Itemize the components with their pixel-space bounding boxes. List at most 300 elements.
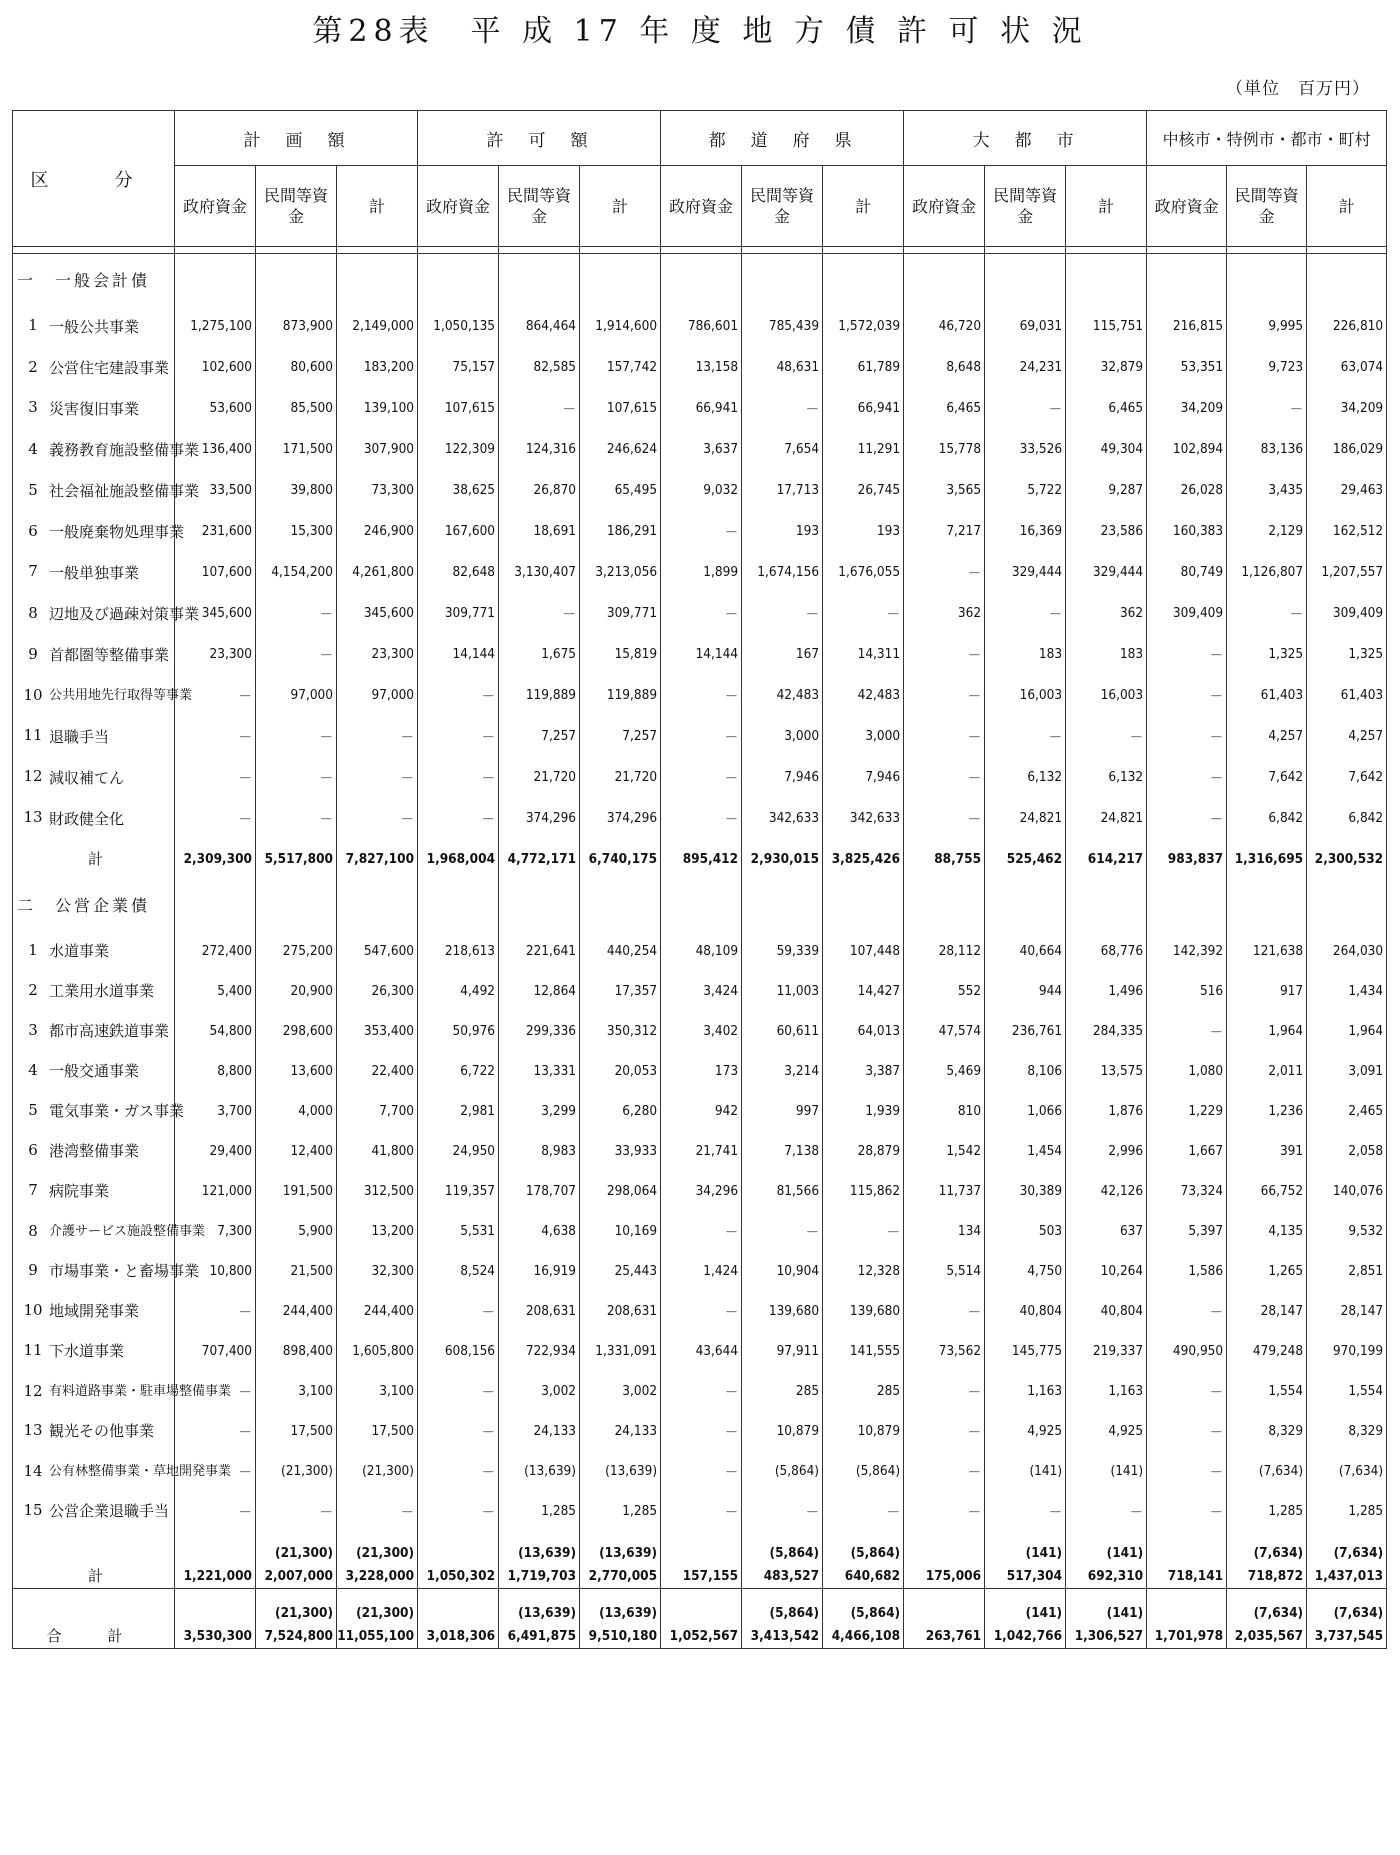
header-sub-private: 民間等資 金	[256, 166, 337, 247]
value-cell: 115,862	[823, 1171, 904, 1211]
header-sub-gov: 政府資金	[418, 166, 499, 247]
value-cell: 1,229	[1147, 1091, 1227, 1131]
value-cell: －	[823, 1491, 904, 1531]
value-cell: 12,328	[823, 1251, 904, 1291]
value-cell: 1,554	[1307, 1371, 1387, 1411]
value-cell: 2,058	[1307, 1131, 1387, 1171]
empty-cell	[661, 879, 742, 931]
value-cell: 24,133	[580, 1411, 661, 1451]
value-cell: 264,030	[1307, 931, 1387, 971]
value-cell: 193	[742, 511, 823, 552]
value-cell: 309,771	[418, 593, 499, 634]
value-cell: 173	[661, 1051, 742, 1091]
empty-cell	[337, 879, 418, 931]
row-number: 14	[23, 1461, 43, 1480]
grand-total-paren	[904, 1602, 981, 1625]
value-cell: 61,403	[1227, 675, 1307, 716]
row-name: 病院事業	[49, 1182, 110, 1200]
value-cell: 6,465	[904, 388, 985, 429]
value-cell: 134	[904, 1211, 985, 1251]
value-cell: 186,029	[1307, 429, 1387, 470]
value-cell: 1,325	[1307, 634, 1387, 675]
value-cell: 25,443	[580, 1251, 661, 1291]
value-cell: 1,899	[661, 552, 742, 593]
value-cell: 1,050,135	[418, 306, 499, 347]
row-name: 公営住宅建設事業	[49, 358, 170, 377]
value-cell: 298,064	[580, 1171, 661, 1211]
header-sub-total: 計	[1307, 166, 1387, 247]
value-cell: 1,676,055	[823, 552, 904, 593]
value-cell: 121,638	[1227, 931, 1307, 971]
value-cell: 32,300	[337, 1251, 418, 1291]
table-row	[13, 716, 1387, 757]
empty-cell	[1147, 879, 1227, 931]
value-cell: －	[337, 1491, 418, 1531]
row-number: 3	[28, 398, 38, 416]
empty-cell	[1307, 879, 1387, 931]
value-cell: 2,129	[1227, 511, 1307, 552]
value-cell: 285	[823, 1371, 904, 1411]
subtotal-value: 517,304	[1006, 1568, 1063, 1584]
value-cell: 43,644	[661, 1331, 742, 1371]
row-label	[13, 634, 175, 675]
value-cell: 33,500	[175, 470, 256, 511]
value-cell: 26,870	[499, 470, 580, 511]
value-cell: 20,053	[580, 1051, 661, 1091]
grand-total-cell	[418, 1589, 499, 1649]
value-cell: 48,109	[661, 931, 742, 971]
value-cell: －	[256, 798, 337, 839]
value-cell: 5,722	[985, 470, 1066, 511]
value-cell: 440,254	[580, 931, 661, 971]
value-cell: 2,465	[1307, 1091, 1387, 1131]
value-cell: 970,199	[1307, 1331, 1387, 1371]
value-cell: 1,964	[1227, 1011, 1307, 1051]
subtotal-row	[13, 1531, 1387, 1589]
row-number: 15	[23, 1501, 43, 1519]
value-cell: －	[256, 716, 337, 757]
value-cell: 66,941	[661, 388, 742, 429]
table-row	[13, 1491, 1387, 1531]
value-cell: 391	[1227, 1131, 1307, 1171]
row-label	[13, 675, 193, 716]
value-cell: 97,000	[256, 675, 337, 716]
value-cell: 47,574	[904, 1011, 985, 1051]
value-cell: －	[418, 1371, 499, 1411]
empty-cell	[1147, 254, 1227, 306]
value-cell: －	[904, 1291, 985, 1331]
value-cell: 49,304	[1066, 429, 1147, 470]
row-number: 6	[28, 521, 38, 540]
row-name: 一般単独事業	[49, 563, 140, 582]
subtotal-value: 2,007,000	[264, 1568, 333, 1584]
value-cell: －	[742, 1491, 823, 1531]
grand-total-value: 2,035,567	[1234, 1628, 1304, 1644]
section-title: 一 一般会計債	[13, 254, 175, 306]
table-row	[13, 931, 1387, 971]
row-number: 7	[28, 562, 38, 580]
row-name: 工業用水道事業	[49, 982, 155, 1000]
value-cell: 16,369	[985, 511, 1066, 552]
value-cell: 6,722	[418, 1051, 499, 1091]
subtotal-cell: 614,217	[1066, 839, 1147, 879]
value-cell: 208,631	[580, 1291, 661, 1331]
value-cell: 5,400	[175, 971, 256, 1011]
subtotal-cell: 525,462	[985, 839, 1066, 879]
subtotal-cell: 6,740,175	[580, 839, 661, 879]
value-cell: －	[985, 716, 1066, 757]
value-cell: 208,631	[499, 1291, 580, 1331]
empty-cell	[175, 254, 256, 306]
table-row	[13, 429, 1387, 470]
value-cell: 24,821	[985, 798, 1066, 839]
value-cell: 39,800	[256, 470, 337, 511]
value-cell: 26,300	[337, 971, 418, 1011]
header-sub-private: 民間等資 金	[499, 166, 580, 247]
value-cell: 4,925	[985, 1411, 1066, 1451]
value-cell: 28,112	[904, 931, 985, 971]
value-cell: 10,800	[175, 1251, 256, 1291]
value-cell: 61,403	[1307, 675, 1387, 716]
row-number: 9	[28, 644, 38, 663]
row-number: 7	[28, 1180, 38, 1199]
empty-cell	[1066, 254, 1147, 306]
value-cell: 236,761	[985, 1011, 1066, 1051]
value-cell: －	[1147, 1011, 1227, 1051]
value-cell: 329,444	[985, 552, 1066, 593]
value-cell: 1,674,156	[742, 552, 823, 593]
value-cell: 8,106	[985, 1051, 1066, 1091]
value-cell: 145,775	[985, 1331, 1066, 1371]
value-cell: 17,500	[256, 1411, 337, 1451]
value-cell: 17,713	[742, 470, 823, 511]
grand-total-cell	[175, 1589, 256, 1649]
grand-total-paren	[418, 1602, 495, 1625]
value-cell: 140,076	[1307, 1171, 1387, 1211]
subtotal-paren: (7,634)	[1253, 1545, 1304, 1561]
value-cell: 5,531	[418, 1211, 499, 1251]
value-cell: 6,132	[985, 757, 1066, 798]
value-cell: 1,163	[985, 1371, 1066, 1411]
value-cell: 8,800	[175, 1051, 256, 1091]
value-cell: 119,889	[580, 675, 661, 716]
value-cell: 24,231	[985, 347, 1066, 388]
value-cell: －	[175, 1451, 256, 1491]
value-cell: －	[661, 1291, 742, 1331]
grand-total-paren: (141)	[1025, 1605, 1063, 1621]
row-name: 義務教育施設整備事業	[49, 440, 200, 459]
subtotal-cell	[418, 1531, 499, 1589]
row-name: 地域開発事業	[49, 1302, 140, 1320]
value-cell: 4,261,800	[337, 552, 418, 593]
subtotal-value: 718,872	[1247, 1568, 1304, 1584]
value-cell: －	[175, 757, 256, 798]
value-cell: －	[1147, 634, 1227, 675]
subtotal-cell	[256, 1531, 337, 1589]
row-name: 都市高速鉄道事業	[49, 1022, 170, 1040]
subtotal-cell	[1227, 1531, 1307, 1589]
value-cell: 1,675	[499, 634, 580, 675]
value-cell: (13,639)	[580, 1451, 661, 1491]
header-kubun: 区 分	[13, 111, 175, 247]
subtotal-cell: 2,300,532	[1307, 839, 1387, 879]
grand-total-value: 263,761	[925, 1628, 982, 1644]
subtotal-paren: (21,300)	[275, 1545, 333, 1561]
value-cell: (7,634)	[1227, 1451, 1307, 1491]
value-cell: 226,810	[1307, 306, 1387, 347]
value-cell: 307,900	[337, 429, 418, 470]
empty-cell	[499, 879, 580, 931]
value-cell: 3,424	[661, 971, 742, 1011]
value-cell: 29,400	[175, 1131, 256, 1171]
value-cell: 4,925	[1066, 1411, 1147, 1451]
value-cell: 309,409	[1147, 593, 1227, 634]
header-sub-total: 計	[580, 166, 661, 247]
value-cell: 4,135	[1227, 1211, 1307, 1251]
value-cell: (21,300)	[337, 1451, 418, 1491]
table-row	[13, 1371, 1387, 1411]
value-cell: 50,976	[418, 1011, 499, 1051]
subtotal-cell: 983,837	[1147, 839, 1227, 879]
row-name: 有料道路事業・駐車場整備事業	[49, 1383, 232, 1399]
header-row-sub	[13, 166, 1387, 247]
value-cell: 374,296	[499, 798, 580, 839]
value-cell: －	[1147, 798, 1227, 839]
value-cell: 63,074	[1307, 347, 1387, 388]
header-sub-gov: 政府資金	[904, 166, 985, 247]
value-cell: 1,572,039	[823, 306, 904, 347]
value-cell: 13,331	[499, 1051, 580, 1091]
value-cell: 53,351	[1147, 347, 1227, 388]
value-cell: 1,667	[1147, 1131, 1227, 1171]
value-cell: 80,749	[1147, 552, 1227, 593]
subtotal-paren: (13,639)	[518, 1545, 577, 1561]
value-cell: 1,939	[823, 1091, 904, 1131]
value-cell: 53,600	[175, 388, 256, 429]
row-label	[13, 306, 175, 347]
row-label	[13, 1451, 232, 1491]
row-number: 2	[28, 357, 38, 376]
table-row	[13, 1291, 1387, 1331]
value-cell: 46,720	[904, 306, 985, 347]
subtotal-cell	[742, 1531, 823, 1589]
value-cell: 97,911	[742, 1331, 823, 1371]
value-cell: 231,600	[175, 511, 256, 552]
value-cell: (141)	[985, 1451, 1066, 1491]
subtotal-paren: (7,634)	[1333, 1545, 1384, 1561]
value-cell: 82,585	[499, 347, 580, 388]
value-cell: －	[904, 1371, 985, 1411]
value-cell: 285	[742, 1371, 823, 1411]
value-cell: 167	[742, 634, 823, 675]
value-cell: 4,638	[499, 1211, 580, 1251]
value-cell: 221,641	[499, 931, 580, 971]
subtotal-cell: 5,517,800	[256, 839, 337, 879]
header-sub-total: 計	[337, 166, 418, 247]
value-cell: －	[256, 593, 337, 634]
value-cell: 115,751	[1066, 306, 1147, 347]
value-cell: 40,804	[1066, 1291, 1147, 1331]
value-cell: 3,402	[661, 1011, 742, 1051]
grand-total-cell	[1147, 1589, 1227, 1649]
subtotal-label: 計	[13, 839, 175, 879]
value-cell: 15,819	[580, 634, 661, 675]
value-cell: －	[1227, 388, 1307, 429]
value-cell: 1,325	[1227, 634, 1307, 675]
header-group-prefecture: 都 道 府 県	[661, 111, 904, 166]
grand-total-paren	[661, 1602, 738, 1625]
value-cell: 218,613	[418, 931, 499, 971]
value-cell: 13,600	[256, 1051, 337, 1091]
grand-total-cell	[337, 1589, 418, 1649]
value-cell: －	[904, 757, 985, 798]
value-cell: 122,309	[418, 429, 499, 470]
value-cell: －	[1147, 1371, 1227, 1411]
value-cell: 7,257	[499, 716, 580, 757]
value-cell: 16,919	[499, 1251, 580, 1291]
grand-total-paren: (13,639)	[518, 1605, 577, 1621]
value-cell: 3,100	[337, 1371, 418, 1411]
value-cell: 24,133	[499, 1411, 580, 1451]
value-cell: 21,720	[499, 757, 580, 798]
value-cell: 3,000	[742, 716, 823, 757]
value-cell: 9,287	[1066, 470, 1147, 511]
grand-total-cell	[1066, 1589, 1147, 1649]
grand-total-value: 1,701,978	[1154, 1628, 1224, 1644]
subtotal-paren	[175, 1542, 252, 1565]
value-cell: 3,299	[499, 1091, 580, 1131]
value-cell: －	[904, 675, 985, 716]
empty-cell	[580, 254, 661, 306]
value-cell: 9,032	[661, 470, 742, 511]
value-cell: －	[661, 1211, 742, 1251]
value-cell: －	[175, 716, 256, 757]
grand-total-cell	[580, 1589, 661, 1649]
row-number: 4	[28, 1060, 38, 1079]
value-cell: 81,566	[742, 1171, 823, 1211]
subtotal-paren	[1147, 1542, 1223, 1565]
value-cell: 12,400	[256, 1131, 337, 1171]
value-cell: 24,821	[1066, 798, 1147, 839]
subtotal-value: 175,006	[925, 1568, 982, 1584]
value-cell: 18,691	[499, 511, 580, 552]
table-row	[13, 593, 1387, 634]
value-cell: 244,400	[337, 1291, 418, 1331]
value-cell: 707,400	[175, 1331, 256, 1371]
value-cell: 66,941	[823, 388, 904, 429]
value-cell: 75,157	[418, 347, 499, 388]
row-name: 市場事業・と畜場事業	[49, 1262, 200, 1280]
value-cell: －	[175, 1411, 256, 1451]
value-cell: 246,624	[580, 429, 661, 470]
value-cell: 107,615	[580, 388, 661, 429]
value-cell: 29,463	[1307, 470, 1387, 511]
value-cell: 15,300	[256, 511, 337, 552]
row-number: 12	[23, 1381, 43, 1400]
value-cell: (7,634)	[1307, 1451, 1387, 1491]
row-name: 介護サービス施設整備事業	[49, 1223, 206, 1239]
value-cell: 1,496	[1066, 971, 1147, 1011]
empty-cell	[823, 254, 904, 306]
value-cell: 2,981	[418, 1091, 499, 1131]
value-cell: 34,296	[661, 1171, 742, 1211]
empty-cell	[1227, 879, 1307, 931]
table-row	[13, 634, 1387, 675]
value-cell: 1,331,091	[580, 1331, 661, 1371]
value-cell: 864,464	[499, 306, 580, 347]
empty-cell	[1227, 254, 1307, 306]
subtotal-cell	[823, 1531, 904, 1589]
empty-cell	[904, 879, 985, 931]
value-cell: 7,300	[175, 1211, 256, 1251]
value-cell: 329,444	[1066, 552, 1147, 593]
table-row	[13, 1051, 1387, 1091]
value-cell: －	[985, 1491, 1066, 1531]
header-sub-private: 民間等資 金	[1227, 166, 1307, 247]
value-cell: 3,387	[823, 1051, 904, 1091]
value-cell: 82,648	[418, 552, 499, 593]
grand-total-cell	[1227, 1589, 1307, 1649]
subtotal-cell: 2,930,015	[742, 839, 823, 879]
value-cell: 83,136	[1227, 429, 1307, 470]
grand-total-cell	[823, 1589, 904, 1649]
row-label	[13, 757, 175, 798]
value-cell: －	[337, 757, 418, 798]
value-cell: 917	[1227, 971, 1307, 1011]
value-cell: 9,995	[1227, 306, 1307, 347]
value-cell: 15,778	[904, 429, 985, 470]
row-label	[13, 1051, 175, 1091]
value-cell: －	[175, 1371, 256, 1411]
value-cell: 7,642	[1307, 757, 1387, 798]
value-cell: 1,285	[499, 1491, 580, 1531]
empty-cell	[256, 879, 337, 931]
subtotal-cell	[1066, 1531, 1147, 1589]
value-cell: 7,138	[742, 1131, 823, 1171]
value-cell: 5,900	[256, 1211, 337, 1251]
row-label	[13, 470, 200, 511]
value-cell: 2,851	[1307, 1251, 1387, 1291]
value-cell: 136,400	[175, 429, 256, 470]
table-row	[13, 511, 1387, 552]
value-cell: 219,337	[1066, 1331, 1147, 1371]
value-cell: 6,465	[1066, 388, 1147, 429]
value-cell: 785,439	[742, 306, 823, 347]
subtotal-value: 157,155	[682, 1568, 739, 1584]
subtotal-paren: (141)	[1106, 1545, 1144, 1561]
value-cell: 68,776	[1066, 931, 1147, 971]
value-cell: 21,500	[256, 1251, 337, 1291]
subtotal-value: 692,310	[1087, 1568, 1144, 1584]
value-cell: 4,257	[1227, 716, 1307, 757]
value-cell: 1,586	[1147, 1251, 1227, 1291]
value-cell: －	[985, 593, 1066, 634]
header-group-other-cities: 中核市・特例市・都市・町村	[1147, 111, 1387, 166]
value-cell: 186,291	[580, 511, 661, 552]
value-cell: 119,889	[499, 675, 580, 716]
value-cell: 69,031	[985, 306, 1066, 347]
subtotal-cell: 1,968,004	[418, 839, 499, 879]
value-cell: 42,126	[1066, 1171, 1147, 1211]
value-cell: 1,554	[1227, 1371, 1307, 1411]
value-cell: 10,169	[580, 1211, 661, 1251]
value-cell: 1,454	[985, 1131, 1066, 1171]
value-cell: －	[1227, 593, 1307, 634]
row-label	[13, 1331, 175, 1371]
value-cell: 1,207,557	[1307, 552, 1387, 593]
grand-total-cell	[742, 1589, 823, 1649]
value-cell: 107,448	[823, 931, 904, 971]
